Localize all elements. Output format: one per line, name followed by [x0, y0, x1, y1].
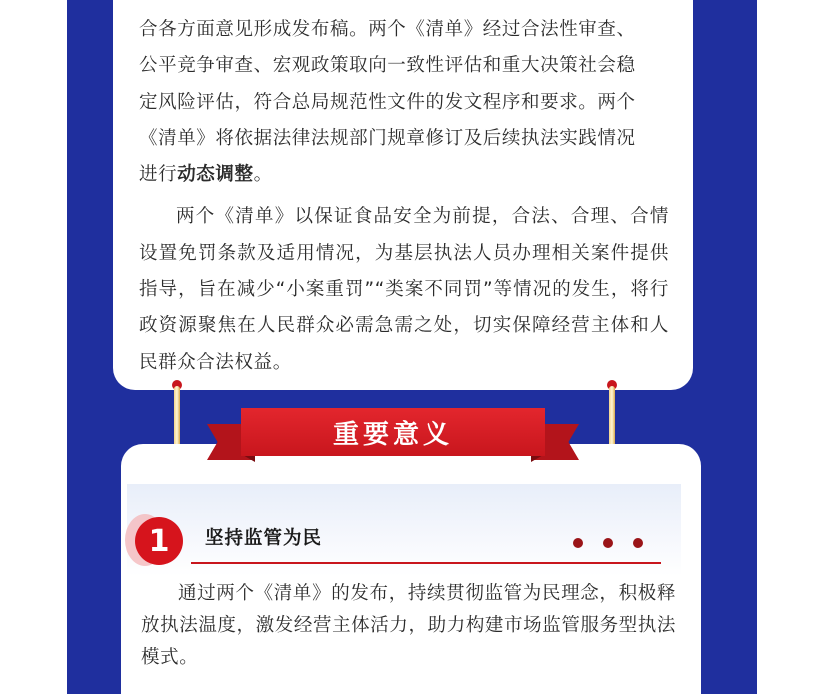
poster-background	[67, 0, 757, 694]
line: 《清单》将依据法律法规部门规章修订及后续执法实践情况	[139, 127, 636, 149]
decorative-dot-icon	[603, 538, 613, 548]
decorative-dot-icon	[633, 538, 643, 548]
paragraph-review-process	[139, 12, 669, 193]
section-title: 重要意义	[241, 408, 545, 456]
number-badge: 1	[135, 517, 183, 565]
section-ribbon	[207, 408, 579, 468]
line: 定风险评估，符合总局规范性文件的发文程序和要求。两个	[139, 91, 636, 113]
item-title: 坚持监管为民	[205, 528, 323, 549]
line: 进行	[139, 164, 178, 186]
line: 公平竞争审查、宏观政策取向一致性评估和重大决策社会稳	[139, 55, 636, 77]
item-title-underline	[191, 562, 661, 564]
item-description: 通过两个《清单》的发布，持续贯彻监管为民理念，积极释放执法温度，激发经营主体活力，助力构建市场监管服务型执法模式。	[141, 583, 676, 668]
line: 合各方面意见形成发布稿。两个《清单》经过合法性审查、	[139, 19, 636, 40]
paragraph-purpose: 两个《清单》以保证食品安全为前提，合法、合理、合情设置免罚条款及适用情况，为基层执法人员办理相关案件提供指导，旨在减少“小案重罚”“类案不同罚”等情况的发生，将行政资源聚焦在人民群众必需急需之处，切实保障经营主体和人民群众合法权益。	[139, 206, 669, 373]
content-card-top	[113, 0, 693, 390]
content-card-bottom	[121, 444, 701, 694]
line-end: 。	[253, 164, 273, 186]
decorative-dot-icon	[573, 538, 583, 548]
bold-phrase: 动态调整	[177, 164, 254, 186]
